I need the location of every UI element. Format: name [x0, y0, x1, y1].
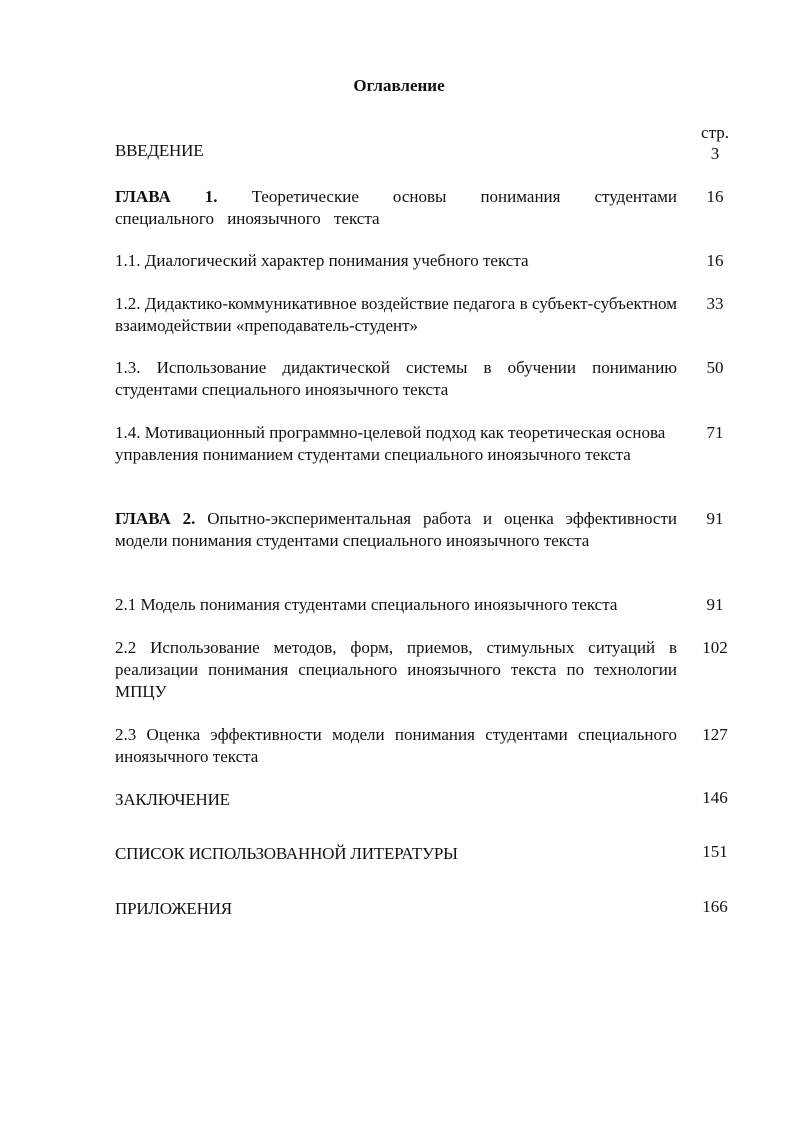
page-column-header: стр. — [701, 123, 729, 142]
toc-page-2-1: 91 — [706, 595, 724, 614]
toc-page-2-2: 102 — [702, 638, 728, 657]
toc-entry-label: 2.2 Использование методов, форм, приемов, стимульных ситуаций в реализации понимания специального иноязычного текста по технологии МПЦУ — [115, 638, 677, 701]
toc-page-1-4: 71 — [706, 423, 724, 442]
toc-entry-label: ПРИЛОЖЕНИЯ — [115, 899, 232, 918]
toc-entry-label: ВВЕДЕНИЕ — [115, 141, 204, 160]
toc-entry-2-3 — [115, 724, 677, 768]
toc-entry-label: 1.2. Дидактико-коммуникативное воздействие педагога в субъект-субъектном взаимодействии «преподаватель-студент» — [115, 294, 677, 335]
toc-page-appendices: 166 — [702, 897, 728, 916]
toc-entry-label: 2.1 Модель понимания студентами специального иноязычного текста — [115, 595, 618, 614]
toc-entry-1-3 — [115, 357, 677, 401]
toc-entry-intro — [115, 140, 677, 162]
toc-entry-2-2 — [115, 637, 677, 703]
toc-title: Оглавление — [353, 76, 445, 95]
toc-entry-label: 1.1. Диалогический характер понимания учебного текста — [115, 251, 529, 270]
toc-entry-label: Опытно-экспериментальная работа и оценка эффективности модели понимания студентами специального иноязычного текста — [115, 509, 678, 550]
toc-page-literature: 151 — [702, 842, 728, 861]
toc-entry-label: 1.4. Мотивационный программно-целевой подход как теоретическая основа управления пониманием студентами специального иноязычного текста — [115, 423, 666, 464]
toc-entry-chapter-1 — [115, 186, 677, 230]
toc-entry-label: Теоретические основы понимания студентами специального иноязычного текста — [115, 187, 677, 228]
toc-entry-chapter-2 — [115, 508, 677, 552]
toc-page-1-2: 33 — [706, 294, 724, 313]
toc-entry-label: 1.3. Использование дидактической системы в обучении пониманию студентами специального иноязычного текста — [115, 358, 677, 399]
toc-entry-label: 2.3 Оценка эффективности модели понимания студентами специального иноязычного текста — [115, 725, 677, 766]
toc-page-1-1: 16 — [706, 251, 724, 270]
toc-entry-conclusion — [115, 789, 677, 811]
chapter-prefix: ГЛАВА 2. — [115, 509, 196, 528]
toc-entry-1-2 — [115, 293, 677, 337]
toc-page-2-3: 127 — [702, 725, 728, 744]
toc-entry-2-1 — [115, 594, 677, 616]
toc-entry-label: ЗАКЛЮЧЕНИЕ — [115, 790, 230, 809]
toc-page-intro: 3 — [710, 144, 720, 163]
toc-entry-appendices — [115, 898, 677, 920]
toc-entry-1-1 — [115, 250, 677, 272]
toc-page-chapter-1: 16 — [706, 187, 724, 206]
toc-page-conclusion: 146 — [702, 788, 728, 807]
toc-entry-literature — [115, 843, 677, 865]
chapter-prefix: ГЛАВА 1. — [115, 187, 218, 206]
toc-entry-label: СПИСОК ИСПОЛЬЗОВАННОЙ ЛИТЕРАТУРЫ — [115, 844, 458, 863]
toc-entry-1-4 — [115, 422, 675, 466]
toc-page-chapter-2: 91 — [706, 509, 724, 528]
toc-page-1-3: 50 — [706, 358, 724, 377]
